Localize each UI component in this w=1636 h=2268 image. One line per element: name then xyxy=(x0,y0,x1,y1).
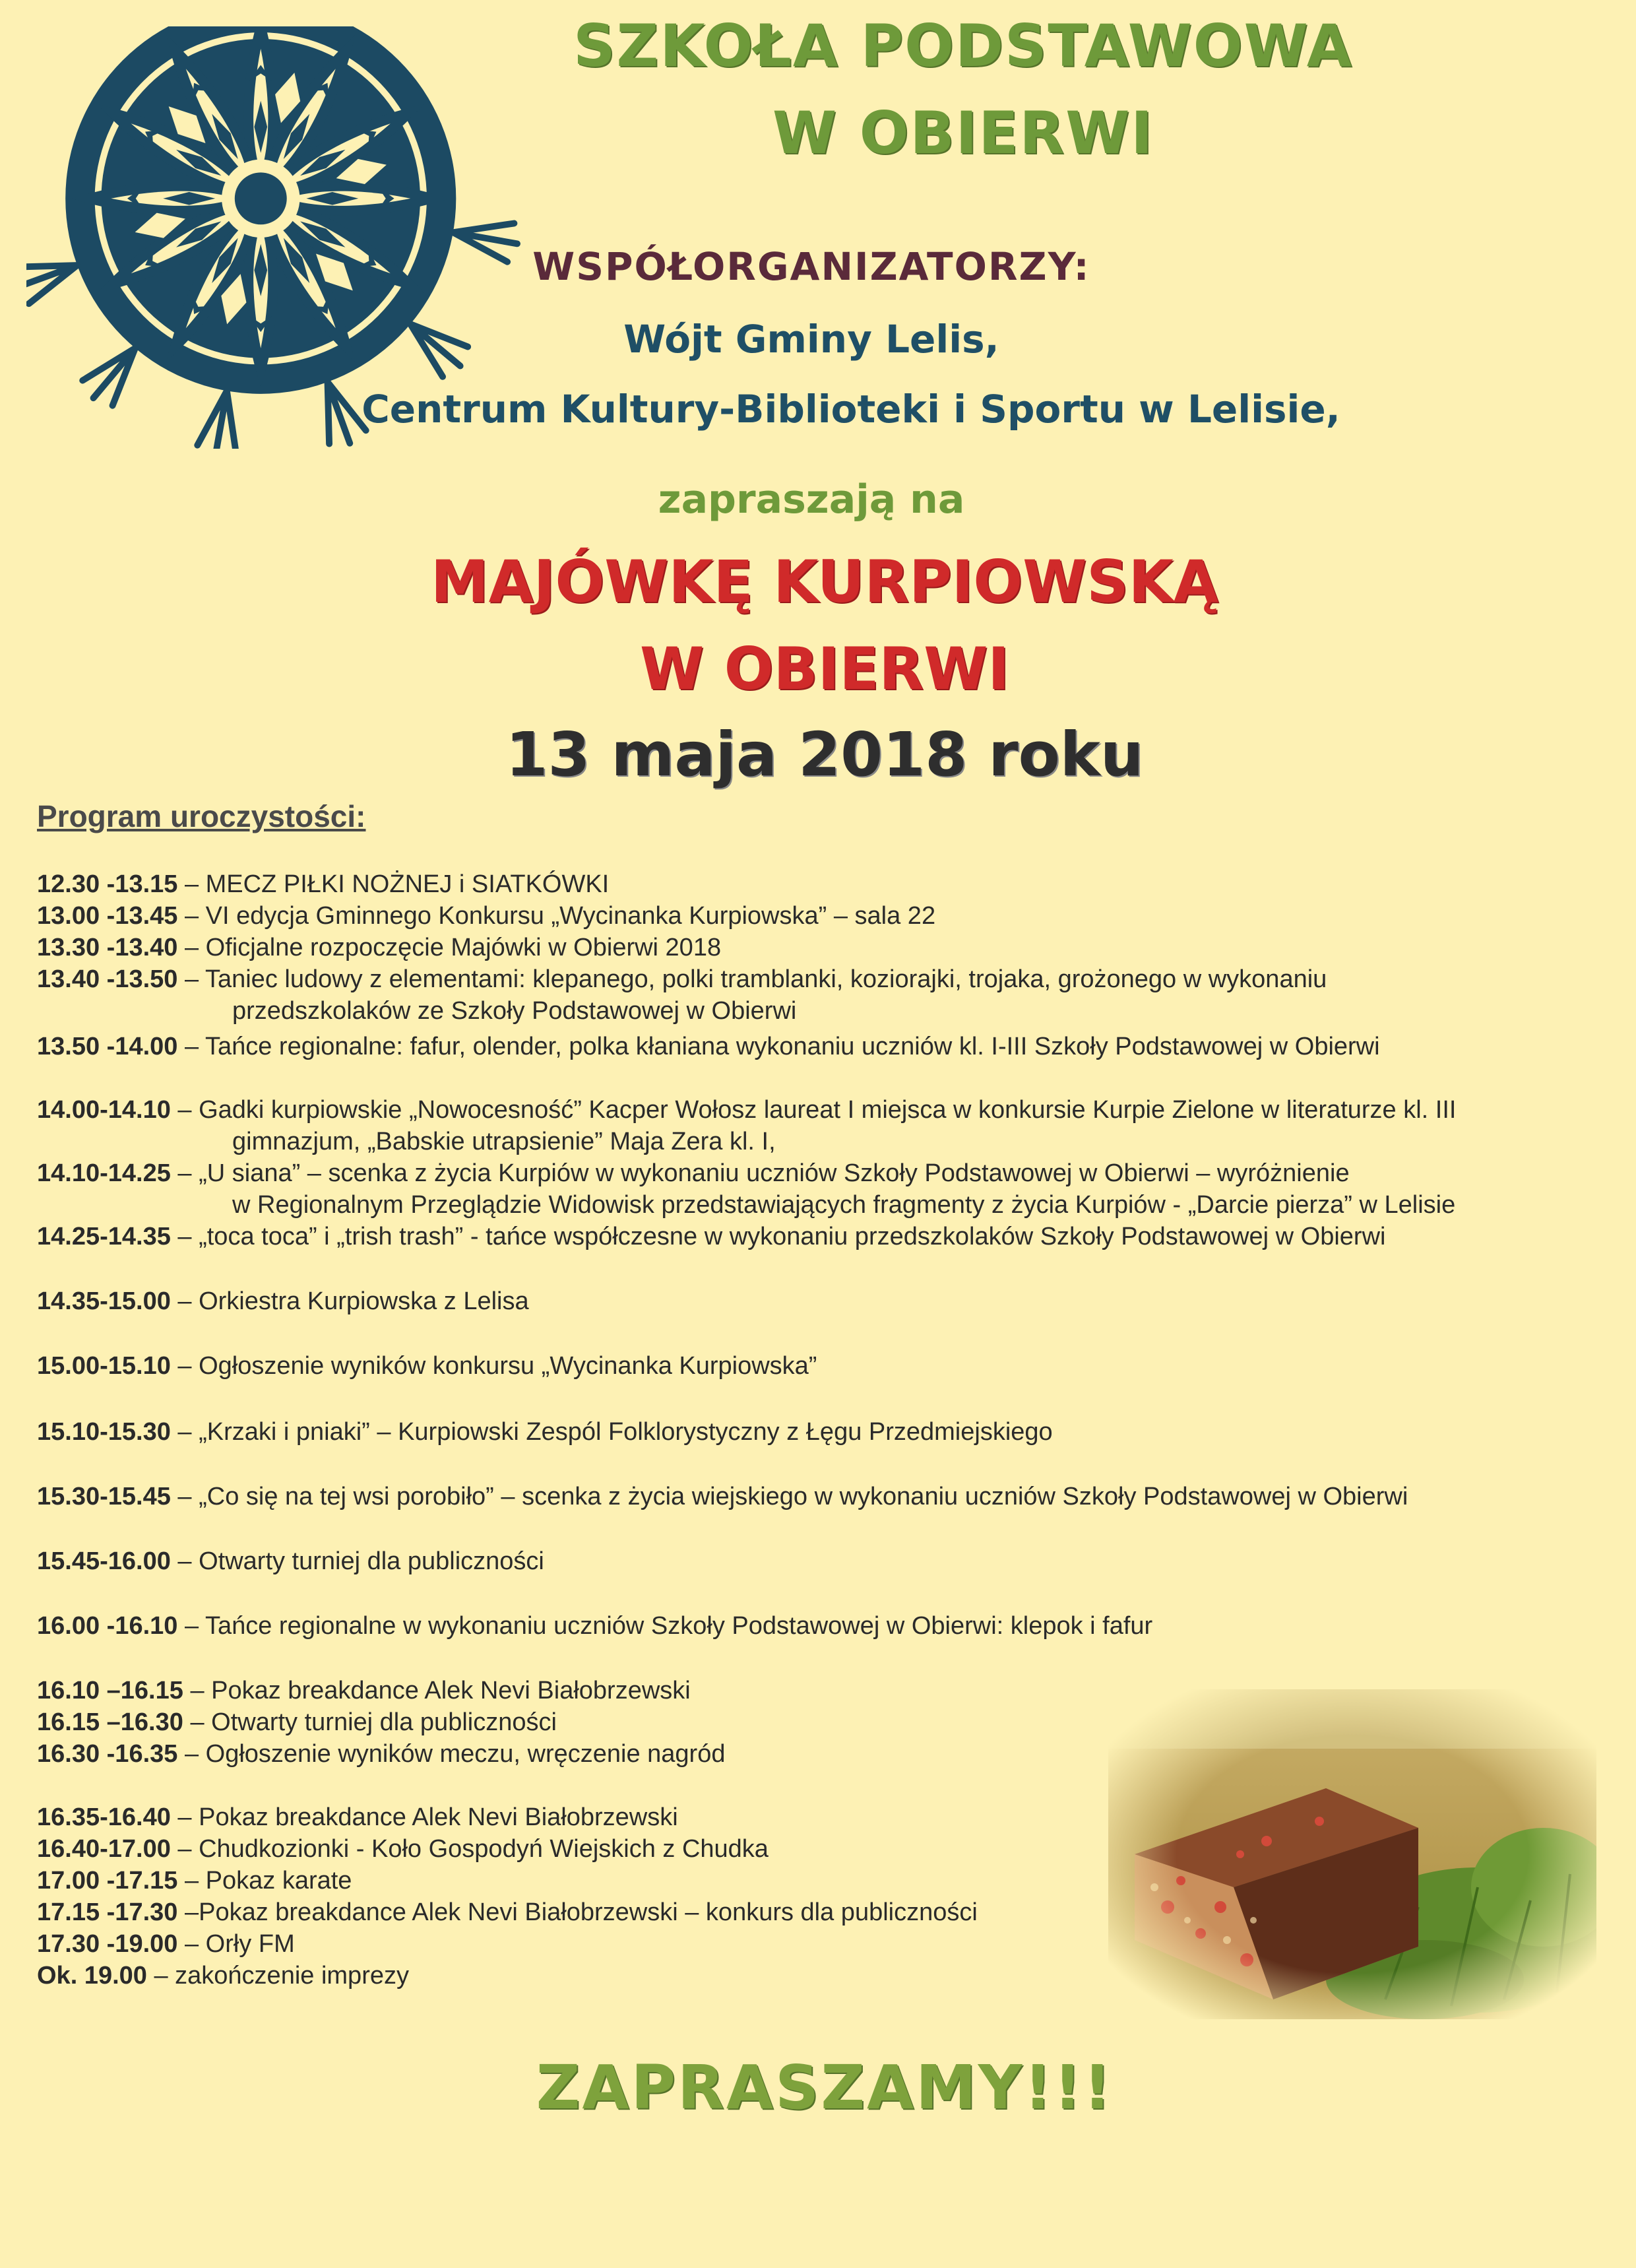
program-item-time: 16.15 –16.30 xyxy=(37,1708,183,1736)
program-item xyxy=(37,868,1600,900)
program-item-desc: – Otwarty turniej dla publiczności xyxy=(170,1547,544,1575)
program-item xyxy=(37,1350,1600,1382)
program-item-time: 14.35-15.00 xyxy=(37,1287,171,1315)
invite-text: zapraszają na xyxy=(658,476,965,523)
program-item-desc: – „U siana” – scenka z życia Kurpiów w wykonaniu uczniów Szkoły Podstawowej w Obierwi – wyróżnienie xyxy=(170,1159,1350,1187)
program-item-time: 15.30-15.45 xyxy=(37,1483,171,1510)
program-item-time: 16.35-16.40 xyxy=(37,1803,171,1831)
program-item-time: 14.00-14.10 xyxy=(37,1096,171,1124)
coorganizer-2: Centrum Kultury-Biblioteki i Sportu w Lelisie, xyxy=(362,387,1340,432)
program-item-desc: – Tańce regionalne: fafur, olender, polka kłaniana wykonaniu uczniów kl. I-III Szkoły Podstawowej w Obierwi xyxy=(177,1033,1380,1060)
program-item-desc: – Pokaz karate xyxy=(177,1867,352,1895)
program-item-desc: – Ogłoszenie wyników meczu, wręczenie nagród xyxy=(177,1740,726,1768)
program-item-time: 14.10-14.25 xyxy=(37,1159,171,1187)
program-item-time: Ok. 19.00 xyxy=(37,1962,147,1990)
program-item-time: 13.00 -13.45 xyxy=(37,902,178,930)
program-item-time: 17.30 -19.00 xyxy=(37,1930,178,1958)
program-item xyxy=(37,1481,1600,1512)
event-date: 13 maja 2018 roku xyxy=(505,719,1144,790)
program-item xyxy=(37,1545,1600,1577)
program-item-time: 16.30 -16.35 xyxy=(37,1740,178,1768)
program-item-continuation: przedszkolaków ze Szkoły Podstawowej w Obierwi xyxy=(232,997,797,1025)
cake-photo-image xyxy=(1108,1689,1596,2019)
program-item-desc: – Chudkozionki - Koło Gospodyń Wiejskich z Chudka xyxy=(170,1835,769,1863)
program-item-desc: – „Co się na tej wsi porobiło” – scenka z życia wiejskiego w wykonaniu uczniów Szkoły Podstawowej w Obierwi xyxy=(170,1483,1408,1510)
program-item-desc: – Pokaz breakdance Alek Nevi Białobrzewski xyxy=(170,1803,678,1831)
papercut-ornament-image xyxy=(26,26,521,449)
program-item-desc: – zakończenie imprezy xyxy=(146,1962,409,1990)
program-item-time: 17.15 -17.30 xyxy=(37,1898,178,1926)
coorganizers-label: WSPÓŁORGANIZATORZY: xyxy=(532,244,1090,289)
program-item-desc: – MECZ PIŁKI NOŻNEJ i SIATKÓWKI xyxy=(177,870,610,898)
program-item xyxy=(37,1221,1600,1252)
program-item-time: 15.45-16.00 xyxy=(37,1547,171,1575)
program-title: Program uroczystości: xyxy=(37,799,366,833)
program-item xyxy=(37,1285,1600,1317)
program-item-time: 14.25-14.35 xyxy=(37,1223,171,1250)
program-item-desc: –Pokaz breakdance Alek Nevi Białobrzewski – konkurs dla publiczności xyxy=(177,1898,978,1926)
program-item-desc: – Orkiestra Kurpiowska z Lelisa xyxy=(170,1287,529,1315)
program-item-desc: – Tańce regionalne w wykonaniu uczniów Szkoły Podstawowej w Obierwi: klepok i fafur xyxy=(177,1612,1153,1640)
program-item-continuation: gimnazjum, „Babskie utrapsienie” Maja Zera kl. I, xyxy=(232,1128,776,1155)
program-item-time: 16.00 -16.10 xyxy=(37,1612,178,1640)
event-title-line1: MAJÓWKĘ KURPIOWSKĄ xyxy=(431,548,1218,616)
program-item xyxy=(37,1157,1600,1219)
program-item xyxy=(37,963,1600,1025)
program-item xyxy=(37,1031,1600,1062)
event-title-line2: W OBIERWI xyxy=(639,635,1009,703)
program-item-time: 13.40 -13.50 xyxy=(37,965,178,993)
program-item-desc: – Gadki kurpiowskie „Nowocesność” Kacper Wołosz laureat I miejsca w konkursie Kurpie Zielone w literaturze kl. III xyxy=(170,1096,1457,1124)
program-item-desc: – „Krzaki i pniaki” – Kurpiowski Zespól Folklorystyczny z Łęgu Przedmiejskiego xyxy=(170,1418,1053,1446)
program-item xyxy=(37,932,1600,963)
program-item-time: 15.00-15.10 xyxy=(37,1352,171,1380)
program-item-desc: – Pokaz breakdance Alek Nevi Białobrzewski xyxy=(183,1677,691,1704)
program-item xyxy=(37,1610,1600,1642)
program-item-desc: – Taniec ludowy z elementami: klepanego, polki tramblanki, koziorajki, trojaka, grożonego w wykonaniu xyxy=(177,965,1327,993)
program-item-continuation: w Regionalnym Przeglądzie Widowisk przedstawiających fragmenty z życia Kurpiów - „Darcie pierza” w Lelisie xyxy=(232,1191,1456,1219)
coorganizer-1: Wójt Gminy Lelis, xyxy=(623,317,999,362)
program-item xyxy=(37,1416,1600,1448)
program-item-desc: – Oficjalne rozpoczęcie Majówki w Obierwi 2018 xyxy=(177,934,722,961)
program-item xyxy=(37,900,1600,932)
program-item-time: 15.10-15.30 xyxy=(37,1418,171,1446)
closing-invitation: ZAPRASZAMY!!! xyxy=(536,2052,1114,2123)
program-item-desc: – VI edycja Gminnego Konkursu „Wycinanka Kurpiowska” – sala 22 xyxy=(177,902,936,930)
program-item-time: 16.40-17.00 xyxy=(37,1835,171,1863)
school-name-line1: SZKOŁA PODSTAWOWA xyxy=(573,12,1353,80)
program-item-time: 16.10 –16.15 xyxy=(37,1677,183,1704)
program-item-desc: – Orły FM xyxy=(177,1930,295,1958)
program-item-time: 13.50 -14.00 xyxy=(37,1033,178,1060)
program-item-desc: – Otwarty turniej dla publiczności xyxy=(183,1708,557,1736)
school-name-line2: W OBIERWI xyxy=(772,99,1154,167)
program-item-desc: – „toca toca” i „trish trash” - tańce współczesne w wykonaniu przedszkolaków Szkoły Podstawowej w Obierwi xyxy=(170,1223,1386,1250)
program-item-time: 17.00 -17.15 xyxy=(37,1867,178,1895)
program-item-time: 13.30 -13.40 xyxy=(37,934,178,961)
program-item-desc: – Ogłoszenie wyników konkursu „Wycinanka Kurpiowska” xyxy=(170,1352,817,1380)
program-item-time: 12.30 -13.15 xyxy=(37,870,178,898)
program-item xyxy=(37,1094,1600,1155)
